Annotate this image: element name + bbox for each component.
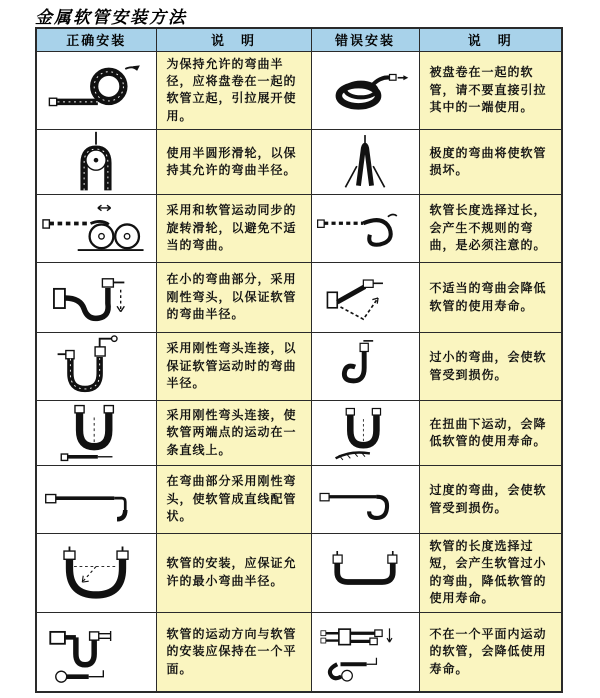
table-row bbox=[36, 51, 562, 130]
table-row bbox=[36, 534, 562, 613]
hose-with-rotating-rollers-icon bbox=[41, 197, 151, 261]
correct-description: 软管的安装，应保证允许的最小弯曲半径。 bbox=[156, 534, 311, 613]
table-row bbox=[36, 130, 562, 195]
correct-image-cell bbox=[36, 195, 156, 263]
correct-image-cell bbox=[36, 534, 156, 613]
hose-extreme-sharp-bend-icon bbox=[316, 130, 414, 194]
header-wrong-description: 说 明 bbox=[419, 28, 562, 51]
wrong-description: 过度的弯曲，会使软管受到损伤。 bbox=[419, 466, 562, 534]
table-row bbox=[36, 401, 562, 466]
correct-description: 在小的弯曲部分，采用刚性弯头，以保证软管的弯曲半径。 bbox=[156, 263, 311, 333]
hose-rigid-elbow-u-loop-icon bbox=[41, 335, 151, 399]
wrong-description: 软管长度选择过长，会产生不规则的弯曲，是必须注意的。 bbox=[419, 195, 562, 263]
page-title: 金属软管安装方法 bbox=[35, 8, 187, 27]
header-correct-install: 正确安装 bbox=[36, 28, 156, 51]
correct-description: 软管的运动方向与软管的安装应保持在一个平面。 bbox=[156, 612, 311, 692]
correct-image-cell bbox=[36, 130, 156, 195]
wrong-image-cell bbox=[311, 612, 419, 692]
wrong-image-cell bbox=[311, 263, 419, 333]
hose-over-semicircular-pulley-icon bbox=[41, 130, 151, 194]
wrong-image-cell bbox=[311, 130, 419, 195]
correct-image-cell bbox=[36, 401, 156, 466]
wrong-image-cell bbox=[311, 195, 419, 263]
hose-motion-out-of-plane-icon bbox=[316, 620, 414, 684]
header-row bbox=[36, 28, 562, 51]
wrong-image-cell bbox=[311, 534, 419, 613]
hose-overbent-end-icon bbox=[316, 468, 414, 532]
hose-coil-upright-unrolling-icon bbox=[41, 58, 151, 122]
correct-description: 使用半圆形滑轮，以保持其允许的弯曲半径。 bbox=[156, 130, 311, 195]
correct-description: 为保持允许的弯曲半径，应将盘卷在一起的软管立起，引拉展开使用。 bbox=[156, 51, 311, 130]
wrong-image-cell bbox=[311, 466, 419, 534]
correct-description: 在弯曲部分采用刚性弯头，使软管成直线配管状。 bbox=[156, 466, 311, 534]
hose-rigid-elbow-small-bend-icon bbox=[41, 266, 151, 330]
wrong-description: 不在一个平面内运动的软管，会降低使用寿命。 bbox=[419, 612, 562, 692]
hose-too-short-flat-u-icon bbox=[316, 541, 414, 605]
correct-image-cell bbox=[36, 612, 156, 692]
wrong-image-cell bbox=[311, 51, 419, 130]
hose-too-small-bend-hook-icon bbox=[316, 335, 414, 399]
hose-straight-with-rigid-elbow-icon bbox=[41, 468, 151, 532]
correct-image-cell bbox=[36, 466, 156, 534]
table-row bbox=[36, 612, 562, 692]
header-wrong-install: 错误安装 bbox=[311, 28, 419, 51]
hose-motion-in-plane-trap-icon bbox=[41, 620, 151, 684]
wrong-description: 极度的弯曲将使软管损坏。 bbox=[419, 130, 562, 195]
table-row bbox=[36, 333, 562, 401]
wrong-description: 被盘卷在一起的软管，请不要直接引拉其中的一端使用。 bbox=[419, 51, 562, 130]
header-correct-description: 说 明 bbox=[156, 28, 311, 51]
hose-u-inline-motion-icon bbox=[41, 401, 151, 465]
hose-coil-flat-pulled-icon bbox=[316, 58, 414, 122]
hose-u-twisted-motion-icon bbox=[316, 401, 414, 465]
table-row bbox=[36, 195, 562, 263]
correct-description: 采用和软管运动同步的旋转滑轮，以避免不适当的弯曲。 bbox=[156, 195, 311, 263]
hose-minimum-bend-radius-u-icon bbox=[41, 541, 151, 605]
installation-method-table bbox=[35, 27, 563, 693]
hose-improper-angular-bend-icon bbox=[316, 266, 414, 330]
correct-image-cell bbox=[36, 333, 156, 401]
wrong-description: 在扭曲下运动，会降低软管的使用寿命。 bbox=[419, 401, 562, 466]
table-row bbox=[36, 263, 562, 333]
wrong-image-cell bbox=[311, 401, 419, 466]
wrong-description: 软管的长度选择过短，会产生软管过小的弯曲，降低软管的使用寿命。 bbox=[419, 534, 562, 613]
table-row bbox=[36, 466, 562, 534]
correct-description: 采用刚性弯头连接，使软管两端点的运动在一条直线上。 bbox=[156, 401, 311, 466]
table-body bbox=[36, 51, 562, 692]
hose-excess-length-loop-icon bbox=[316, 197, 414, 261]
correct-image-cell bbox=[36, 263, 156, 333]
correct-image-cell bbox=[36, 51, 156, 130]
correct-description: 采用刚性弯头连接，以保证软管运动时的弯曲半径。 bbox=[156, 333, 311, 401]
wrong-description: 过小的弯曲，会使软管受到损伤。 bbox=[419, 333, 562, 401]
wrong-description: 不适当的弯曲会降低软管的使用寿命。 bbox=[419, 263, 562, 333]
wrong-image-cell bbox=[311, 333, 419, 401]
